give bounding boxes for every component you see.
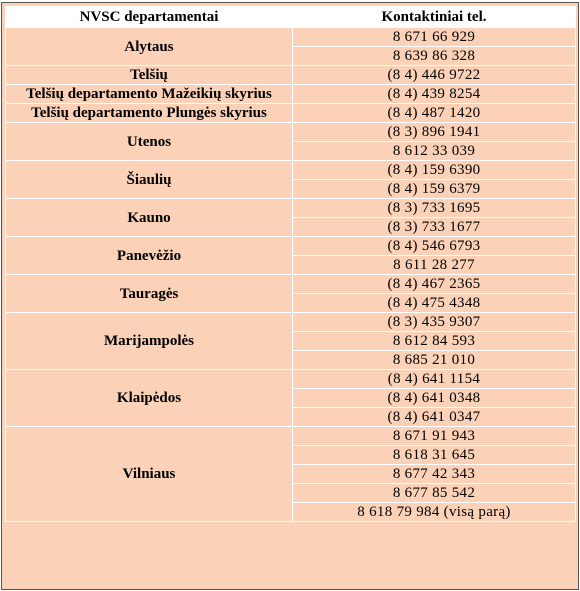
phone-number: 8 671 91 943 — [293, 427, 576, 446]
column-header-phone: Kontaktiniai tel. — [293, 7, 576, 28]
phone-number: (8 4) 446 9722 — [293, 66, 576, 85]
department-name: Kauno — [6, 199, 293, 237]
phone-number: (8 4) 475 4348 — [293, 294, 576, 313]
table-row — [6, 28, 576, 47]
header-row — [6, 7, 576, 28]
table-row — [6, 237, 576, 256]
table-row — [6, 85, 576, 104]
phone-number: 8 618 31 645 — [293, 446, 576, 465]
table-row — [6, 427, 576, 446]
department-name: Panevėžio — [6, 237, 293, 275]
phone-number: (8 4) 641 1154 — [293, 370, 576, 389]
table-row — [6, 123, 576, 142]
column-header-department: NVSC departamentai — [6, 7, 293, 28]
phone-number: (8 3) 896 1941 — [293, 123, 576, 142]
contacts-table — [5, 6, 576, 522]
phone-number: (8 4) 546 6793 — [293, 237, 576, 256]
phone-number: (8 4) 641 0347 — [293, 408, 576, 427]
phone-number: 8 612 84 593 — [293, 332, 576, 351]
phone-number: 8 671 66 929 — [293, 28, 576, 47]
department-name: Telšių departamento Plungės skyrius — [6, 104, 293, 123]
table-row — [6, 370, 576, 389]
phone-number: (8 3) 733 1677 — [293, 218, 576, 237]
phone-number: 8 677 85 542 — [293, 484, 576, 503]
phone-number: (8 4) 487 1420 — [293, 104, 576, 123]
table-row — [6, 199, 576, 218]
contacts-sheet — [1, 2, 579, 590]
department-name: Telšių departamento Mažeikių skyrius — [6, 85, 293, 104]
phone-number: (8 4) 159 6379 — [293, 180, 576, 199]
phone-number: 8 685 21 010 — [293, 351, 576, 370]
table-row — [6, 275, 576, 294]
phone-number: (8 4) 641 0348 — [293, 389, 576, 408]
phone-number: 8 677 42 343 — [293, 465, 576, 484]
phone-number: 8 612 33 039 — [293, 142, 576, 161]
phone-number: (8 3) 435 9307 — [293, 313, 576, 332]
phone-number: 8 611 28 277 — [293, 256, 576, 275]
phone-number: (8 4) 159 6390 — [293, 161, 576, 180]
phone-number: (8 3) 733 1695 — [293, 199, 576, 218]
department-name: Utenos — [6, 123, 293, 161]
department-name: Klaipėdos — [6, 370, 293, 427]
table-row — [6, 104, 576, 123]
department-name: Marijampolės — [6, 313, 293, 370]
phone-number: 8 618 79 984 (visą parą) — [293, 503, 576, 522]
table-row — [6, 161, 576, 180]
phone-number: (8 4) 439 8254 — [293, 85, 576, 104]
table-row — [6, 66, 576, 85]
department-name: Šiaulių — [6, 161, 293, 199]
department-name: Alytaus — [6, 28, 293, 66]
department-name: Vilniaus — [6, 427, 293, 522]
department-name: Telšių — [6, 66, 293, 85]
department-name: Tauragės — [6, 275, 293, 313]
phone-number: 8 639 86 328 — [293, 47, 576, 66]
table-row — [6, 313, 576, 332]
phone-number: (8 4) 467 2365 — [293, 275, 576, 294]
